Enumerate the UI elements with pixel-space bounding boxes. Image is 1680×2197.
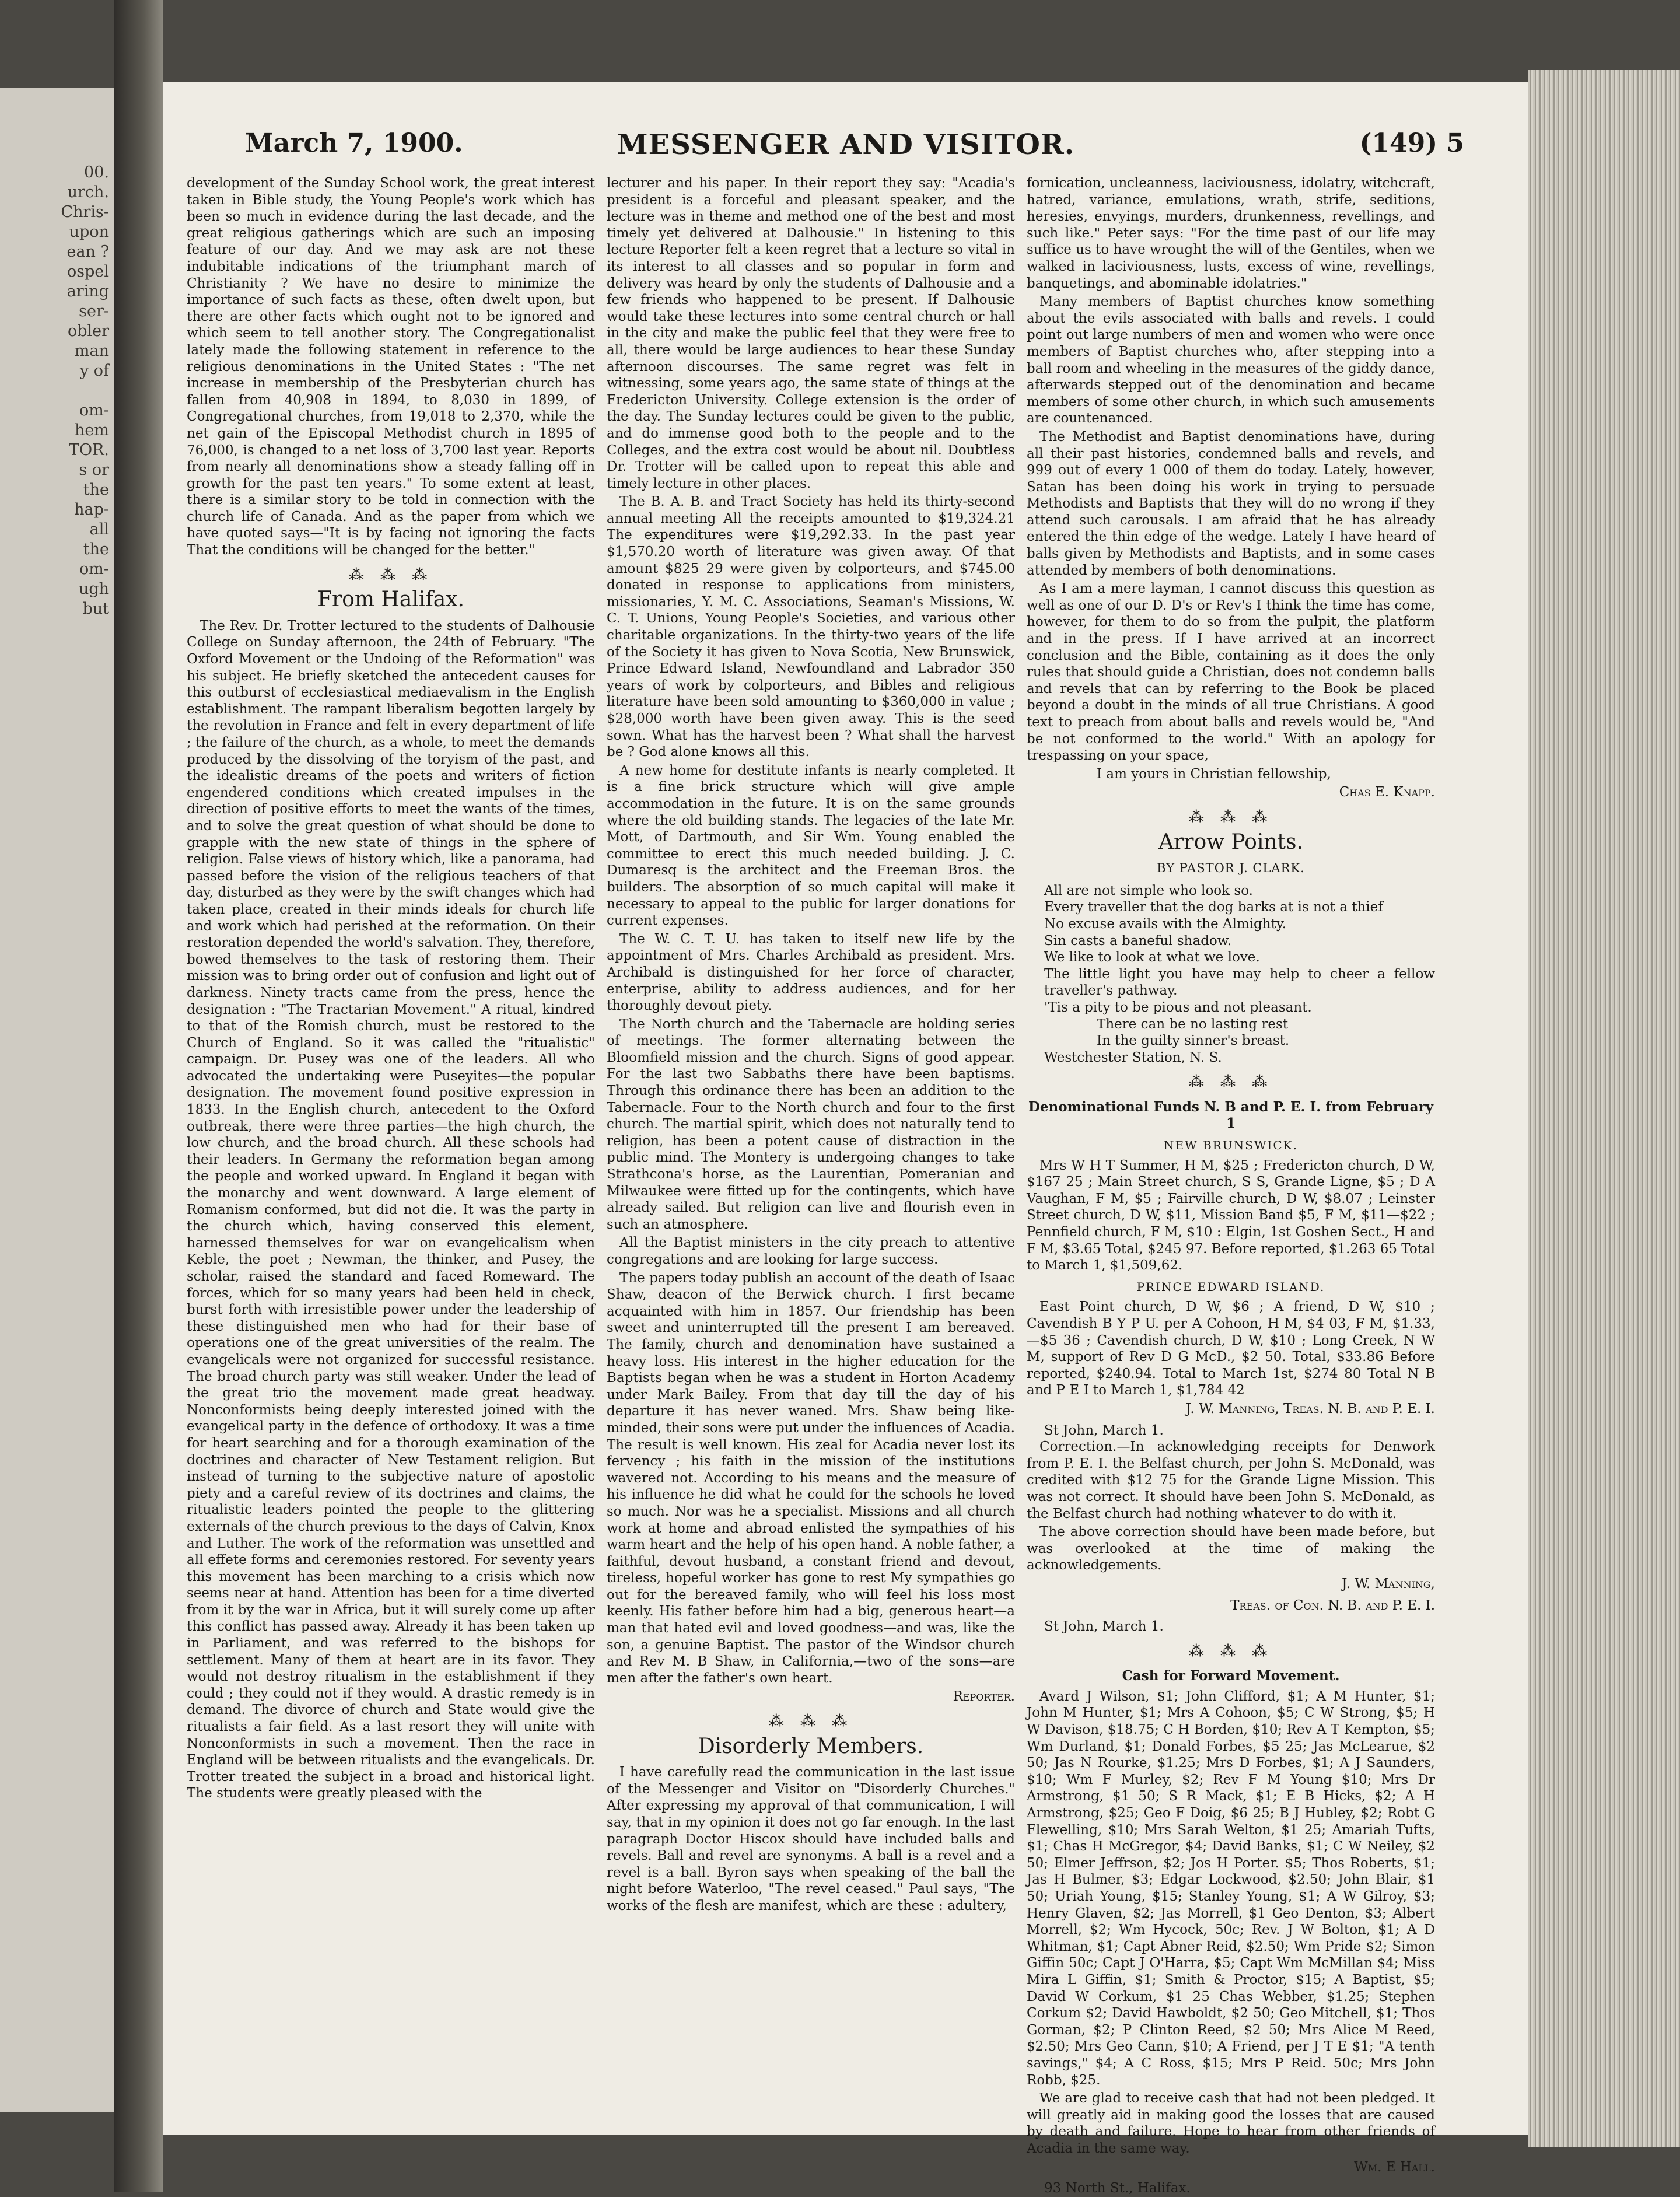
arrow-point-line: No excuse avails with the Almighty. — [1044, 916, 1287, 932]
column-3 — [1027, 175, 1435, 2197]
article-byline: BY PASTOR J. CLARK. — [1157, 861, 1305, 876]
arrow-point-line: The little light you have may help to cheer a fellow traveller's pathway. — [1044, 966, 1435, 999]
previous-page-text-fragment: ugh — [78, 580, 109, 598]
column-1 — [187, 175, 595, 1804]
arrow-point-line: Every traveller that the dog barks at is not a thief — [1044, 900, 1383, 915]
cash-list: Avard J Wilson, $1; John Clifford, $1; A M Hunter, $1; John M Hunter, $1; Mrs A Cohoon, $5; C W Strong, $5; H W Davison, $18.75; C H Borden, $10; Rev A T Kempton, $5; Wm Durland, $1; Donald Forbes, $5 25; Jas McLearue, $2 50; Jas N Rourke, $1.25; Mrs D Forbes, $1; A J Saunders, $10; Wm F Murley, $2; Rev F M Young $10; Mrs Dr Armstrong, $1 50; S R Mack, $1; E B Hicks, $2; A H Armstrong, $25; Geo F Doig, $6 25; B J Hubley, $2; Robt G Flewelling, $10; Mrs Sarah Welton, $1 25; Amariah Tufts, $1; Chas H McGregor, $4; David Banks, $1; C W Neiley, $2 50; Elmer Jeffrson, $2; Jos H Porter. $5; Thos Roberts, $1; Jas H Bulmer, $3; Edgar Lockwood, $2.50; John Blair, $1 50; Uriah Young, $15; Stanley Young, $1; A W Gilroy, $3; Henry Glaven, $2; Jas Morrell, $1 Geo Denton, $3; Albert Morrell, $2; Wm Hycock, 50c; Rev. J W Bolton, $1; A D Whitman, $1; Capt Abner Reid, $2.50; Wm Pride $2; Simon Giffin 50c; Capt J O'Harra, $5; Capt Wm McMillan $4; Miss Mira L Giffin, $1; Smith & Proctor, $15; A Baptist, $5; David W Corkum, $1 25 Chas Webber, $1.25; Stephen Corkum $2; David Hawboldt, $2 50; Geo Mitchell, $1; Thos Gorman, $2; P Clinton Reed, $2 50; Mrs Alice M Reed, $2.50; Mrs Geo Cann, $10; A Friend, per J T E $1; "A tenth savings," $4; A C Ross, $15; Mrs P Reid. 50c; Mrs John Robb, $25. — [1027, 1688, 1435, 2088]
funds-subheading-nb: NEW BRUNSWICK. — [1164, 1138, 1298, 1153]
page-number: (149) 5 — [1359, 128, 1464, 158]
article-paragraph: The Methodist and Baptist denominations have, during all their past histories, condemned balls and revels, and 999 out of every 1 000 of them do today. Lately, however, Satan has been doing his work in trying to persuade Methodists and Baptists that they will do no wrong if they attend such carousals. I am afraid that he has already entered the thin edge of the wedge. Lately I have heard of balls given by Methodists and Baptists, and in some cases attended by members of both denominations. — [1027, 429, 1435, 578]
article-paragraph: lecturer and his paper. In their report they say: "Acadia's president is a forceful and pleasant speaker, and the lecture was in theme and method one of the best and most timely yet delivered at Dalhousie." In listening to this lecture Reporter felt a keen regret that a lecture so vital in its interest to all classes and so popular in form and delivery was heard by only the students of Dalhousie and a few friends who happened to be present. If Dalhousie would take these lectures into some central church or hall in the city and make the public feel that they were free to all, there would be large audiences to hear these Sunday afternoon discourses. The same regret was felt in witnessing, some years ago, the same state of things at the Fredericton University. College extension is the order of the day. The Sunday lectures could be given to the public, and do immense good both to the people and to the Colleges, and the extra cost would be about nil. Doubtless Dr. Trotter will be called upon to repeat this able and timely lecture in other places. — [607, 176, 1015, 491]
arrow-point-line: Sin casts a baneful shadow. — [1044, 933, 1232, 949]
article-paragraph: The Rev. Dr. Trotter lectured to the students of Dalhousie College on Sunday afternoon, the 24th of February. "The Oxford Movement or the Undoing of the Reformation" was his subject. He briefly sketched the antecedent causes for this outburst of ecclesiastical mediaevalism in the English establishment. The rampant liberalism begotten largely by the revolution in France and felt in every department of life ; the failure of the church, as a whole, to meet the demands produced by the dissolving of the toryism of the past, and the idealistic dreams of the poets and writers of fiction engendered conditions which created impulses in the direction of positive efforts to meet the wants of the times, and to solve the great question of what should be done to grapple with the new state of things in the sphere of religion. False views of history which, like a panorama, had passed before the vision of the religious teachers of that day, disturbed as they were by the swift changes which had taken place, created in their minds ideals for church life and work which had perished at the reformation. On their restoration depended the world's salvation. They, therefore, bowed themselves to the task of restoring them. Their mission was to bring order out of confusion and light out of darkness. Ninety tracts came from the press, hence the designation : "The Tractarian Movement." A ritual, kindred to that of the Romish church, must be restored to the Church of England. So it was called the "ritualistic" campaign. Dr. Pusey was one of the leaders. All who advocated the undertaking were Puseyites—the popular designation. The movement found positive expression in 1833. In the English church, antecedent to the Oxford outbreak, there were three parties—the high church, the low church, and the broad church. All these schools had their leaders. In Germany the reformation began among the people and worked upward. In England it began with the monarchy and went downward. A large element of Romanism conformed, but did not die. It was the party in the church which, having conserved this element, harnessed themselves for war on evangelicalism when Keble, the poet ; Newman, the thinker, and Pusey, the scholar, raised the standard and faced Romeward. The forces, which for so many years had been held in check, burst forth with irresistible power under the leadership of these distinguished men who had for their base of operations one of the great universities of the realm. The evangelicals were not organized for successful resistance. The broad church party was still weaker. Under the lead of the great trio the movement made great headway. Nonconformists being deeply interested joined with the evangelical party in the defence of orthodoxy. It was a time for heart searching and for a thorough examination of the doctrines and character of New Testament religion. But instead of turning to the subjective nature of apostolic piety and a careful review of its doctrines and claims, the ritualistic leaders pointed the people to the glittering externals of the church previous to the days of Calvin, Knox and Luther. The work of the reformation was unsettled and all effete forms and ceremonies restored. For seventy years this movement has been marching to a crisis which now seems near at hand. Attention has been for a time diverted from it by the war in Africa, but it will surely come up after this conflict has passed away. Already it has been taken up in Parliament, and was referred to the bishops for settlement. Many of them at heart are in its favor. They would not destroy ritualism in the establishment if they could ; they could not if they would. A drastic remedy is in demand. The divorce of church and State would give the ritualists a fair field. As a last resort they will unite with Nonconformists in such a movement. Then the race in England will be between ritualists and the evangelicals. Dr. Trotter treated the subject in a broad and historical light. The students were greatly pleased with the — [187, 618, 595, 1801]
previous-page-text-fragment: obler — [67, 322, 109, 340]
issue-date: March 7, 1900. — [245, 128, 463, 158]
article-paragraph: A new home for destitute infants is nearly completed. It is a fine brick structure which will give ample accommodation in the future. It is on the same grounds where the old building stands. The legacies of the late Mr. Mott, of Dartmouth, and Sir Wm. Young enabled the committee to erect this much needed building. J. C. Dumaresq is the architect and the Freeman Bros. the builders. The absorption of so much capital will make it necessary to appeal to the public for larger donations for current expenses. — [607, 762, 1015, 929]
article-paragraph: The papers today publish an account of the death of Isaac Shaw, deacon of the Berwick church. I first became acquainted with him in 1857. Our friendship has been sweet and uninterrupted till the present I am bereaved. The family, church and denomination have sustained a heavy loss. His interest in the higher education for the Baptists began when he was a student in Horton Academy under Mark Bailey. From that day till the day of his departure it has never waned. Mrs. Shaw being like-minded, their sons were put under the influences of Acadia. The result is well known. His zeal for Acadia never lost its fervency ; his faith in the mission of the institutions wavered not. According to his means and the measure of his influence he did what he could for the schools he loved so much. Nor was he a specialist. Missions and all church work at home and abroad enlisted the sympathies of his warm heart and the help of his open hand. A noble father, a faithful, devout husband, a constant friend and devout, tireless, hopeful worker has gone to rest My sympathies go out for the bereaved family, who will feel his loss most keenly. His father before him had a big, generous heart—a man that hated evil and loved goodness—and was, like the son, a genuine Baptist. The pastor of the Windsor church and Rev M. B Shaw, in California,—two of the sons—are men after the father's own heart. — [607, 1270, 1015, 1686]
article-paragraph: The W. C. T. U. has taken to itself new life by the appointment of Mrs. Charles Archibald as president. Mrs. Archibald is distinguished for her force of character, enterprise, ability to address audiences, and for her thoroughly devout piety. — [607, 931, 1015, 1014]
previous-page-text-fragment: Chris- — [61, 203, 109, 221]
previous-page-text-fragment: hap- — [74, 501, 109, 519]
arrow-point-line: 'Tis a pity to be pious and not pleasant. — [1044, 999, 1312, 1015]
verse-line: There can be no lasting rest — [1097, 1016, 1288, 1032]
article-heading-disorderly-members: Disorderly Members. — [698, 1734, 924, 1758]
previous-page-text-fragment: TOR. — [68, 441, 109, 459]
previous-page-text-fragment: om- — [79, 560, 109, 578]
previous-page-text-fragment: ser- — [79, 302, 109, 320]
previous-page-text-fragment: 00. — [84, 163, 109, 181]
previous-page-text-fragment: om- — [79, 401, 109, 419]
correction-notice: Correction.—In acknowledging receipts for Denwork from P. E. I. the Belfast church, per John S. McDonald, was credited with $12 75 for the Grande Ligne Mission. This was not correct. It should have been John S. McDonald, as the Belfast church had nothing whatever to do with it. — [1027, 1439, 1435, 1521]
letter-signature: Chas E. Knapp. — [1339, 785, 1435, 800]
cash-address: 93 North St., Halifax. — [1044, 2181, 1191, 2196]
previous-page-text-fragment: s or — [79, 461, 109, 479]
previous-page-text-fragment: the — [83, 540, 109, 558]
article-paragraph: The B. A. B. and Tract Society has held its thirty-second annual meeting All the receipts amounted to $19,324.21 The expenditures were $19,292.33. In the past year $1,570.20 worth of literature was given away. Of that amount $825 29 were given by colporteurs, and $745.00 donated in response to applications from ministers, missionaries, Y. M. C. Associations, Seaman's Missions, W. C. T. Unions, Young People's Societies, and various other charitable organizations. In the thirty-two years of the life of the Society it has given to Nova Scotia, New Brunswick, Prince Edward Island, Newfoundland and Labrador 350 years of work by colporteurs, and Bibles and religious literature have been sold amounting to $360,000 in value ; $28,000 worth have been given away. This is the seed sown. What has the harvest been ? What shall the harvest be ? God alone knows all this. — [607, 494, 1015, 760]
dateline: St John, March 1. — [1044, 1619, 1164, 1635]
newspaper-title: MESSENGER AND VISITOR. — [617, 128, 1075, 161]
article-paragraph: I have carefully read the communication in the last issue of the Messenger and Visitor on "Disorderly Churches." After expressing my approval of that communication, I will say, that in my opinion it does not go far enough. In the last paragraph Doctor Hiscox should have included balls and revels. Ball and revel are synonyms. A ball is a revel and a revel is a ball. Byron says when speaking of the ball the night before Waterloo, "The revel ceased." Paul says, "The works of the flesh are manifest, which are these : adultery, — [607, 1765, 1015, 1913]
letter-closing: I am yours in Christian fellowship, — [1097, 766, 1331, 782]
page-stack-edge — [1528, 70, 1680, 2147]
column-2 — [607, 175, 1015, 1916]
article-paragraph: All the Baptist ministers in the city preach to attentive congregations and are looking for large success. — [607, 1235, 1015, 1267]
article-heading-arrow-points: Arrow Points. — [1158, 830, 1303, 854]
section-ornament: ⁂ ⁂ ⁂ — [768, 1713, 853, 1731]
article-heading-from-halifax: From Halifax. — [317, 587, 464, 612]
arrow-point-line: All are not simple who look so. — [1044, 883, 1253, 898]
previous-page-text-fragment: y of — [79, 362, 109, 380]
previous-page-text-fragment: aring — [66, 282, 109, 300]
article-paragraph: The North church and the Tabernacle are holding series of meetings. The former alternating between the Bloomfield mission and the church. Signs of good appear. For the last two Sabbaths there have been baptisms. Through this ordinance there has been an addition to the Tabernacle. Four to the North church and four to the first church. The martial spirit, which does not naturally tend to religion, has been a potent cause of distraction in the public mind. The Montery is undergoing changes to take Strathcona's horse, as the Laurentian, Pomeranian and Milwaukee were fitted up for the contingents, which have already sailed. But religion can live and flourish even in such an atmosphere. — [607, 1016, 1015, 1232]
previous-page-text-fragment: urch. — [67, 183, 109, 201]
previous-page-text-fragment: all — [89, 520, 109, 538]
arrow-points-location: Westchester Station, N. S. — [1044, 1049, 1222, 1065]
article-paragraph: Many members of Baptist churches know something about the evils associated with balls and revels. I could point out large numbers of men and women who were once members of Baptist churches who, after stepping into a ball room and wheeling in the measures of the giddy dance, afterwards stepped out of the denomination and became members of some other church, in which such amusements are countenanced. — [1027, 294, 1435, 426]
article-signature: Reporter. — [953, 1689, 1015, 1705]
cash-heading: Cash for Forward Movement. — [1122, 1668, 1340, 1684]
section-ornament: ⁂ ⁂ ⁂ — [1188, 808, 1273, 826]
section-ornament: ⁂ ⁂ ⁂ — [1188, 1642, 1273, 1660]
treasurer-title: Treas. of Con. N. B. and P. E. I. — [1230, 1597, 1435, 1613]
dateline: St John, March 1. — [1044, 1422, 1164, 1438]
book-gutter — [114, 0, 163, 2192]
section-ornament: ⁂ ⁂ ⁂ — [1188, 1073, 1273, 1091]
treasurer-signature: J. W. Manning, Treas. N. B. and P. E. I. — [1185, 1401, 1435, 1416]
previous-page-text-fragment: upon — [69, 223, 109, 241]
previous-page-text-fragment: ean ? — [66, 243, 109, 261]
funds-list-pei: East Point church, D W, $6 ; A friend, D W, $10 ; Cavendish B Y P U. per A Cohoon, H M, $4 03, F M, $1.33,—$5 36 ; Cavendish church, D W, $10 ; Long Creek, N W M, support of Rev D G McD., $2 50. Total, $33.86 Before reported, $240.94. Total to March 1st, $274 80 Total N B and P E I to March 1, $1,784 42 — [1027, 1299, 1435, 1398]
previous-page-text-fragment: the — [83, 481, 109, 499]
article-paragraph: fornication, uncleanness, laciviousness, idolatry, witchcraft, hatred, variance, emulations, wrath, strife, seditions, heresies, envyings, murders, drunkenness, revellings, and such like." Peter says: "For the time past of our life may suffice us to have wrought the will of the Gentiles, when we walked in laciviousness, lusts, excess of wine, revellings, banquetings, and abominable idolatries." — [1027, 176, 1435, 291]
masthead — [204, 128, 1488, 169]
correction-notice: The above correction should have been made before, but was overlooked at the time of making the acknowledgements. — [1027, 1524, 1435, 1573]
previous-page-text-fragment: man — [74, 342, 109, 360]
cash-signature: Wm. E Hall. — [1354, 2159, 1435, 2175]
section-ornament: ⁂ ⁂ ⁂ — [348, 566, 433, 584]
article-paragraph: As I am a mere layman, I cannot discuss this question as well as one of our D. D's or Rev's I think the time has come, however, for them to do so from the pulpit, the platform and in the press. If I have arrived at an incorrect conclusion and the Bible, containing as it does the only rules that should guide a Christian, does not condemn balls and revels that can by referring to the Book be placed beyond a doubt in the minds of all true Christians. A good text to preach from about balls and revels would be, "And be not conformed to the world." With an apology for trespassing on your space, — [1027, 581, 1435, 764]
cash-closing: We are glad to receive cash that had not been pledged. It will greatly aid in making good the losses that are caused by death and failure. Hope to hear from other friends of Acadia in the same way. — [1027, 2091, 1435, 2156]
funds-subheading-pei: PRINCE EDWARD ISLAND. — [1136, 1279, 1325, 1294]
previous-page-edge — [0, 88, 114, 2112]
previous-page-text-fragment: but — [82, 600, 109, 618]
previous-page-text-fragment: hem — [75, 421, 109, 439]
editorial-continuation: development of the Sunday School work, the great interest taken in Bible study, the Young People's work which has been so much in evidence during the last decade, and the great religious gatherings which are such an imposing feature of our day. And we may ask are not these indubitable indications of the triumphant march of Christianity ? We have no desire to minimize the importance of such facts as these, often dwelt upon, but there are other facts which ought not to be ignored and which seem to tell another story. The Congregationalist lately made the following statement in reference to the religious denominations in the United States : "The net increase in membership of the Presbyterian church has fallen from 40,908 in 1894, to 8,030 in 1899, of Congregational churches, from 19,018 to 2,370, while the net gain of the Episcopal Methodist church in 1895 of 76,000, is changed to a net loss of 3,700 last year. Reports from nearly all denominations show a steady falling off in growth for the past ten years." To some extent at least, there is a similar story to be told in connection with the church life of Canada. And as the paper from which we have quoted says—"It is by facing not ignoring the facts That the conditions will be changed for the better." — [187, 176, 595, 558]
newspaper-page — [163, 82, 1528, 2196]
arrow-points-list — [1027, 883, 1435, 1066]
treasurer-signature: J. W. Manning, — [1342, 1576, 1435, 1591]
funds-list-nb: Mrs W H T Summer, H M, $25 ; Fredericton church, D W, $167 25 ; Main Street church, S S, Grande Ligne, $5 ; D A Vaughan, F M, $5 ; Fairville church, D W, $8.07 ; Leinster Street church, D W, $11, Mission Band $5, F M, $11—$22 ; Pennfield church, F M, $10 : Elgin, 1st Goshen Sect., H and F M, $3.65 Total, $245 97. Before reported, $1.263 65 Total to March 1, $1,509,62. — [1027, 1157, 1435, 1274]
arrow-point-line: We like to look at what we love. — [1044, 950, 1260, 965]
verse-line: In the guilty sinner's breast. — [1097, 1033, 1290, 1049]
funds-heading: Denominational Funds N. B and P. E. I. from February 1 — [1028, 1098, 1434, 1132]
previous-page-text-fragment: ospel — [66, 263, 109, 281]
